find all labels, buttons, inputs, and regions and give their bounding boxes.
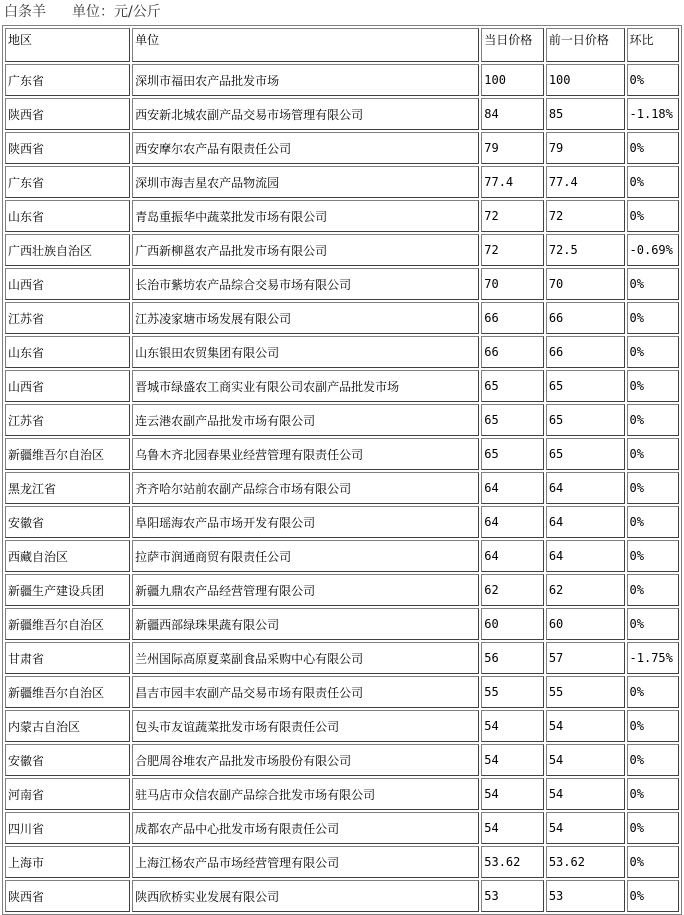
cell-unit: 陕西欣桥实业发展有限公司 [132, 880, 479, 912]
cell-region: 山东省 [5, 200, 130, 232]
cell-today-price: 66 [481, 336, 544, 368]
cell-today-price: 66 [481, 302, 544, 334]
cell-today-price: 64 [481, 472, 544, 504]
cell-region: 新疆维吾尔自治区 [5, 676, 130, 708]
cell-today-price: 65 [481, 370, 544, 402]
cell-today-price: 54 [481, 744, 544, 776]
cell-change: 0% [627, 506, 679, 538]
cell-unit: 成都农产品中心批发市场有限责任公司 [132, 812, 479, 844]
cell-unit: 包头市友谊蔬菜批发市场有限责任公司 [132, 710, 479, 742]
cell-change: -1.18% [627, 98, 679, 130]
header-region: 地区 [5, 28, 130, 62]
cell-unit: 广西新柳邕农产品批发市场有限公司 [132, 234, 479, 266]
cell-today-price: 72 [481, 234, 544, 266]
cell-prev-price: 66 [546, 302, 625, 334]
cell-region: 陕西省 [5, 880, 130, 912]
cell-region: 广东省 [5, 166, 130, 198]
cell-region: 内蒙古自治区 [5, 710, 130, 742]
cell-region: 山西省 [5, 268, 130, 300]
table-row [5, 846, 679, 878]
table-row [5, 710, 679, 742]
cell-prev-price: 100 [546, 64, 625, 96]
cell-change: 0% [627, 744, 679, 776]
table-row [5, 404, 679, 436]
cell-today-price: 54 [481, 778, 544, 810]
cell-region: 甘肃省 [5, 642, 130, 674]
cell-region: 上海市 [5, 846, 130, 878]
cell-region: 山西省 [5, 370, 130, 402]
cell-prev-price: 57 [546, 642, 625, 674]
cell-prev-price: 54 [546, 744, 625, 776]
cell-region: 四川省 [5, 812, 130, 844]
table-header-row [5, 28, 679, 62]
table-row [5, 234, 679, 266]
table-row [5, 812, 679, 844]
cell-change: 0% [627, 880, 679, 912]
table-row [5, 336, 679, 368]
table-row [5, 744, 679, 776]
cell-prev-price: 62 [546, 574, 625, 606]
cell-change: 0% [627, 404, 679, 436]
cell-region: 安徽省 [5, 506, 130, 538]
cell-prev-price: 53 [546, 880, 625, 912]
cell-today-price: 79 [481, 132, 544, 164]
cell-change: 0% [627, 540, 679, 572]
cell-today-price: 77.4 [481, 166, 544, 198]
cell-change: 0% [627, 574, 679, 606]
cell-change: 0% [627, 166, 679, 198]
cell-prev-price: 53.62 [546, 846, 625, 878]
cell-prev-price: 77.4 [546, 166, 625, 198]
cell-region: 新疆生产建设兵团 [5, 574, 130, 606]
cell-unit: 西安摩尔农产品有限责任公司 [132, 132, 479, 164]
cell-region: 江苏省 [5, 302, 130, 334]
cell-change: 0% [627, 710, 679, 742]
cell-change: 0% [627, 812, 679, 844]
cell-unit: 阜阳瑶海农产品市场开发有限公司 [132, 506, 479, 538]
table-caption [0, 0, 684, 24]
cell-change: 0% [627, 64, 679, 96]
price-table [2, 25, 682, 915]
cell-today-price: 62 [481, 574, 544, 606]
cell-prev-price: 66 [546, 336, 625, 368]
table-row [5, 642, 679, 674]
cell-today-price: 64 [481, 506, 544, 538]
cell-prev-price: 79 [546, 132, 625, 164]
cell-region: 新疆维吾尔自治区 [5, 438, 130, 470]
cell-prev-price: 65 [546, 370, 625, 402]
cell-unit: 晋城市绿盛农工商实业有限公司农副产品批发市场 [132, 370, 479, 402]
cell-prev-price: 72.5 [546, 234, 625, 266]
cell-prev-price: 54 [546, 778, 625, 810]
cell-change: 0% [627, 438, 679, 470]
cell-prev-price: 54 [546, 812, 625, 844]
table-row [5, 540, 679, 572]
cell-prev-price: 70 [546, 268, 625, 300]
cell-prev-price: 64 [546, 472, 625, 504]
cell-region: 西藏自治区 [5, 540, 130, 572]
cell-region: 安徽省 [5, 744, 130, 776]
cell-change: -0.69% [627, 234, 679, 266]
cell-unit: 深圳市海吉星农产品物流园 [132, 166, 479, 198]
product-name: 白条羊 [4, 4, 46, 20]
cell-region: 河南省 [5, 778, 130, 810]
cell-today-price: 54 [481, 812, 544, 844]
table-row [5, 302, 679, 334]
cell-today-price: 53.62 [481, 846, 544, 878]
header-unit: 单位 [132, 28, 479, 62]
cell-change: -1.75% [627, 642, 679, 674]
cell-region: 广东省 [5, 64, 130, 96]
table-row [5, 166, 679, 198]
cell-prev-price: 64 [546, 540, 625, 572]
cell-region: 山东省 [5, 336, 130, 368]
cell-prev-price: 65 [546, 438, 625, 470]
cell-prev-price: 60 [546, 608, 625, 640]
cell-prev-price: 55 [546, 676, 625, 708]
cell-region: 陕西省 [5, 98, 130, 130]
cell-unit: 深圳市福田农产品批发市场 [132, 64, 479, 96]
cell-today-price: 100 [481, 64, 544, 96]
cell-today-price: 53 [481, 880, 544, 912]
cell-change: 0% [627, 302, 679, 334]
unit-label: 单位：元/公斤 [72, 4, 161, 20]
cell-today-price: 72 [481, 200, 544, 232]
cell-region: 黑龙江省 [5, 472, 130, 504]
cell-unit: 齐齐哈尔站前农副产品综合市场有限公司 [132, 472, 479, 504]
cell-today-price: 70 [481, 268, 544, 300]
cell-unit: 新疆西部绿珠果蔬有限公司 [132, 608, 479, 640]
table-row [5, 64, 679, 96]
table-row [5, 574, 679, 606]
cell-today-price: 65 [481, 404, 544, 436]
cell-unit: 合肥周谷堆农产品批发市场股份有限公司 [132, 744, 479, 776]
header-prev-price: 前一日价格 [546, 28, 625, 62]
header-today-price: 当日价格 [481, 28, 544, 62]
cell-change: 0% [627, 370, 679, 402]
cell-region: 江苏省 [5, 404, 130, 436]
cell-unit: 连云港农副产品批发市场有限公司 [132, 404, 479, 436]
cell-region: 陕西省 [5, 132, 130, 164]
cell-change: 0% [627, 200, 679, 232]
cell-prev-price: 54 [546, 710, 625, 742]
cell-today-price: 84 [481, 98, 544, 130]
cell-prev-price: 72 [546, 200, 625, 232]
table-row [5, 438, 679, 470]
cell-today-price: 65 [481, 438, 544, 470]
header-change: 环比 [627, 28, 679, 62]
cell-unit: 兰州国际高原夏菜副食品采购中心有限公司 [132, 642, 479, 674]
cell-change: 0% [627, 132, 679, 164]
cell-change: 0% [627, 472, 679, 504]
cell-change: 0% [627, 268, 679, 300]
table-row [5, 880, 679, 912]
cell-region: 广西壮族自治区 [5, 234, 130, 266]
table-row [5, 200, 679, 232]
table-row [5, 608, 679, 640]
cell-today-price: 54 [481, 710, 544, 742]
cell-unit: 江苏凌家塘市场发展有限公司 [132, 302, 479, 334]
cell-unit: 西安新北城农副产品交易市场管理有限公司 [132, 98, 479, 130]
cell-unit: 驻马店市众信农副产品综合批发市场有限公司 [132, 778, 479, 810]
table-row [5, 268, 679, 300]
cell-unit: 上海江杨农产品市场经营管理有限公司 [132, 846, 479, 878]
table-row [5, 676, 679, 708]
cell-prev-price: 85 [546, 98, 625, 130]
cell-unit: 拉萨市润通商贸有限责任公司 [132, 540, 479, 572]
cell-change: 0% [627, 676, 679, 708]
table-row [5, 98, 679, 130]
cell-unit: 山东银田农贸集团有限公司 [132, 336, 479, 368]
cell-prev-price: 64 [546, 506, 625, 538]
cell-unit: 长治市紫坊农产品综合交易市场有限公司 [132, 268, 479, 300]
cell-today-price: 55 [481, 676, 544, 708]
cell-today-price: 60 [481, 608, 544, 640]
cell-change: 0% [627, 846, 679, 878]
cell-change: 0% [627, 608, 679, 640]
cell-unit: 青岛重振华中蔬菜批发市场有限公司 [132, 200, 479, 232]
table-row [5, 778, 679, 810]
cell-unit: 昌吉市园丰农副产品交易市场有限责任公司 [132, 676, 479, 708]
cell-region: 新疆维吾尔自治区 [5, 608, 130, 640]
cell-change: 0% [627, 336, 679, 368]
cell-unit: 新疆九鼎农产品经营管理有限公司 [132, 574, 479, 606]
table-row [5, 472, 679, 504]
cell-today-price: 64 [481, 540, 544, 572]
table-body [5, 64, 679, 912]
table-row [5, 370, 679, 402]
cell-change: 0% [627, 778, 679, 810]
table-row [5, 132, 679, 164]
table-row [5, 506, 679, 538]
cell-prev-price: 65 [546, 404, 625, 436]
cell-today-price: 56 [481, 642, 544, 674]
cell-unit: 乌鲁木齐北园春果业经营管理有限责任公司 [132, 438, 479, 470]
